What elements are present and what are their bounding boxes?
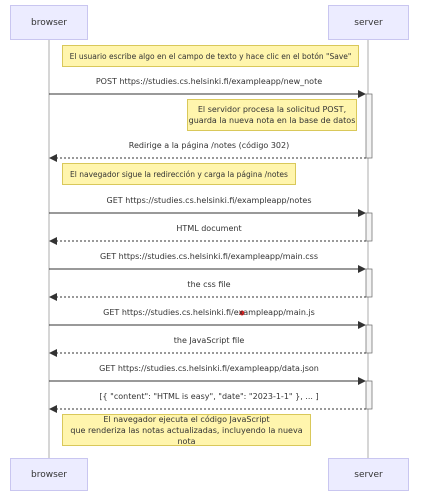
message-label: GET https://studies.cs.helsinki.fi/exampleapp/main.js	[103, 308, 315, 317]
message-label: POST https://studies.cs.helsinki.fi/exampleapp/new_note	[95, 77, 323, 86]
actor-server-label-bottom: server	[354, 469, 383, 480]
server-activation-bar	[366, 213, 372, 241]
actor-browser-label: browser	[30, 17, 67, 28]
message-label: GET https://studies.cs.helsinki.fi/exampleapp/data.json	[99, 364, 319, 373]
server-activation-bar	[366, 269, 372, 297]
actor-server-top	[328, 5, 409, 40]
actor-browser-bottom	[10, 458, 88, 491]
message-label: Redirige a la página /notes (código 302)	[128, 141, 290, 150]
server-activation-bar	[366, 325, 372, 353]
message-label: GET https://studies.cs.helsinki.fi/exampleapp/main.css	[99, 252, 319, 261]
actor-browser-label-bottom: browser	[30, 469, 67, 480]
message-label: GET https://studies.cs.helsinki.fi/exampleapp/notes	[106, 196, 312, 205]
message-label: HTML document	[176, 224, 242, 233]
actor-server-label: server	[354, 17, 383, 28]
message-label: [{ "content": "HTML is easy", "date": "2023-1-1" }, ... ]	[99, 392, 319, 401]
note-server-process: El servidor procesa la solicitud POST, guarda la nueva nota en la base de datos	[187, 99, 357, 131]
note-user-action: El usuario escribe algo en el campo de texto y hace clic en el botón "Save"	[62, 45, 359, 67]
note-browser-redirect: El navegador sigue la redirección y carga la página /notes	[62, 163, 296, 185]
actor-server-bottom	[328, 458, 409, 491]
actor-browser-top	[10, 5, 88, 40]
note-browser-render: El navegador ejecuta el código JavaScript que renderiza las notas actualizadas, incluyendo la nueva nota	[62, 414, 311, 446]
server-activation-bar	[366, 94, 372, 158]
server-activation-bar	[366, 381, 372, 409]
message-label: the css file	[187, 280, 231, 289]
message-label: the JavaScript file	[173, 336, 245, 345]
